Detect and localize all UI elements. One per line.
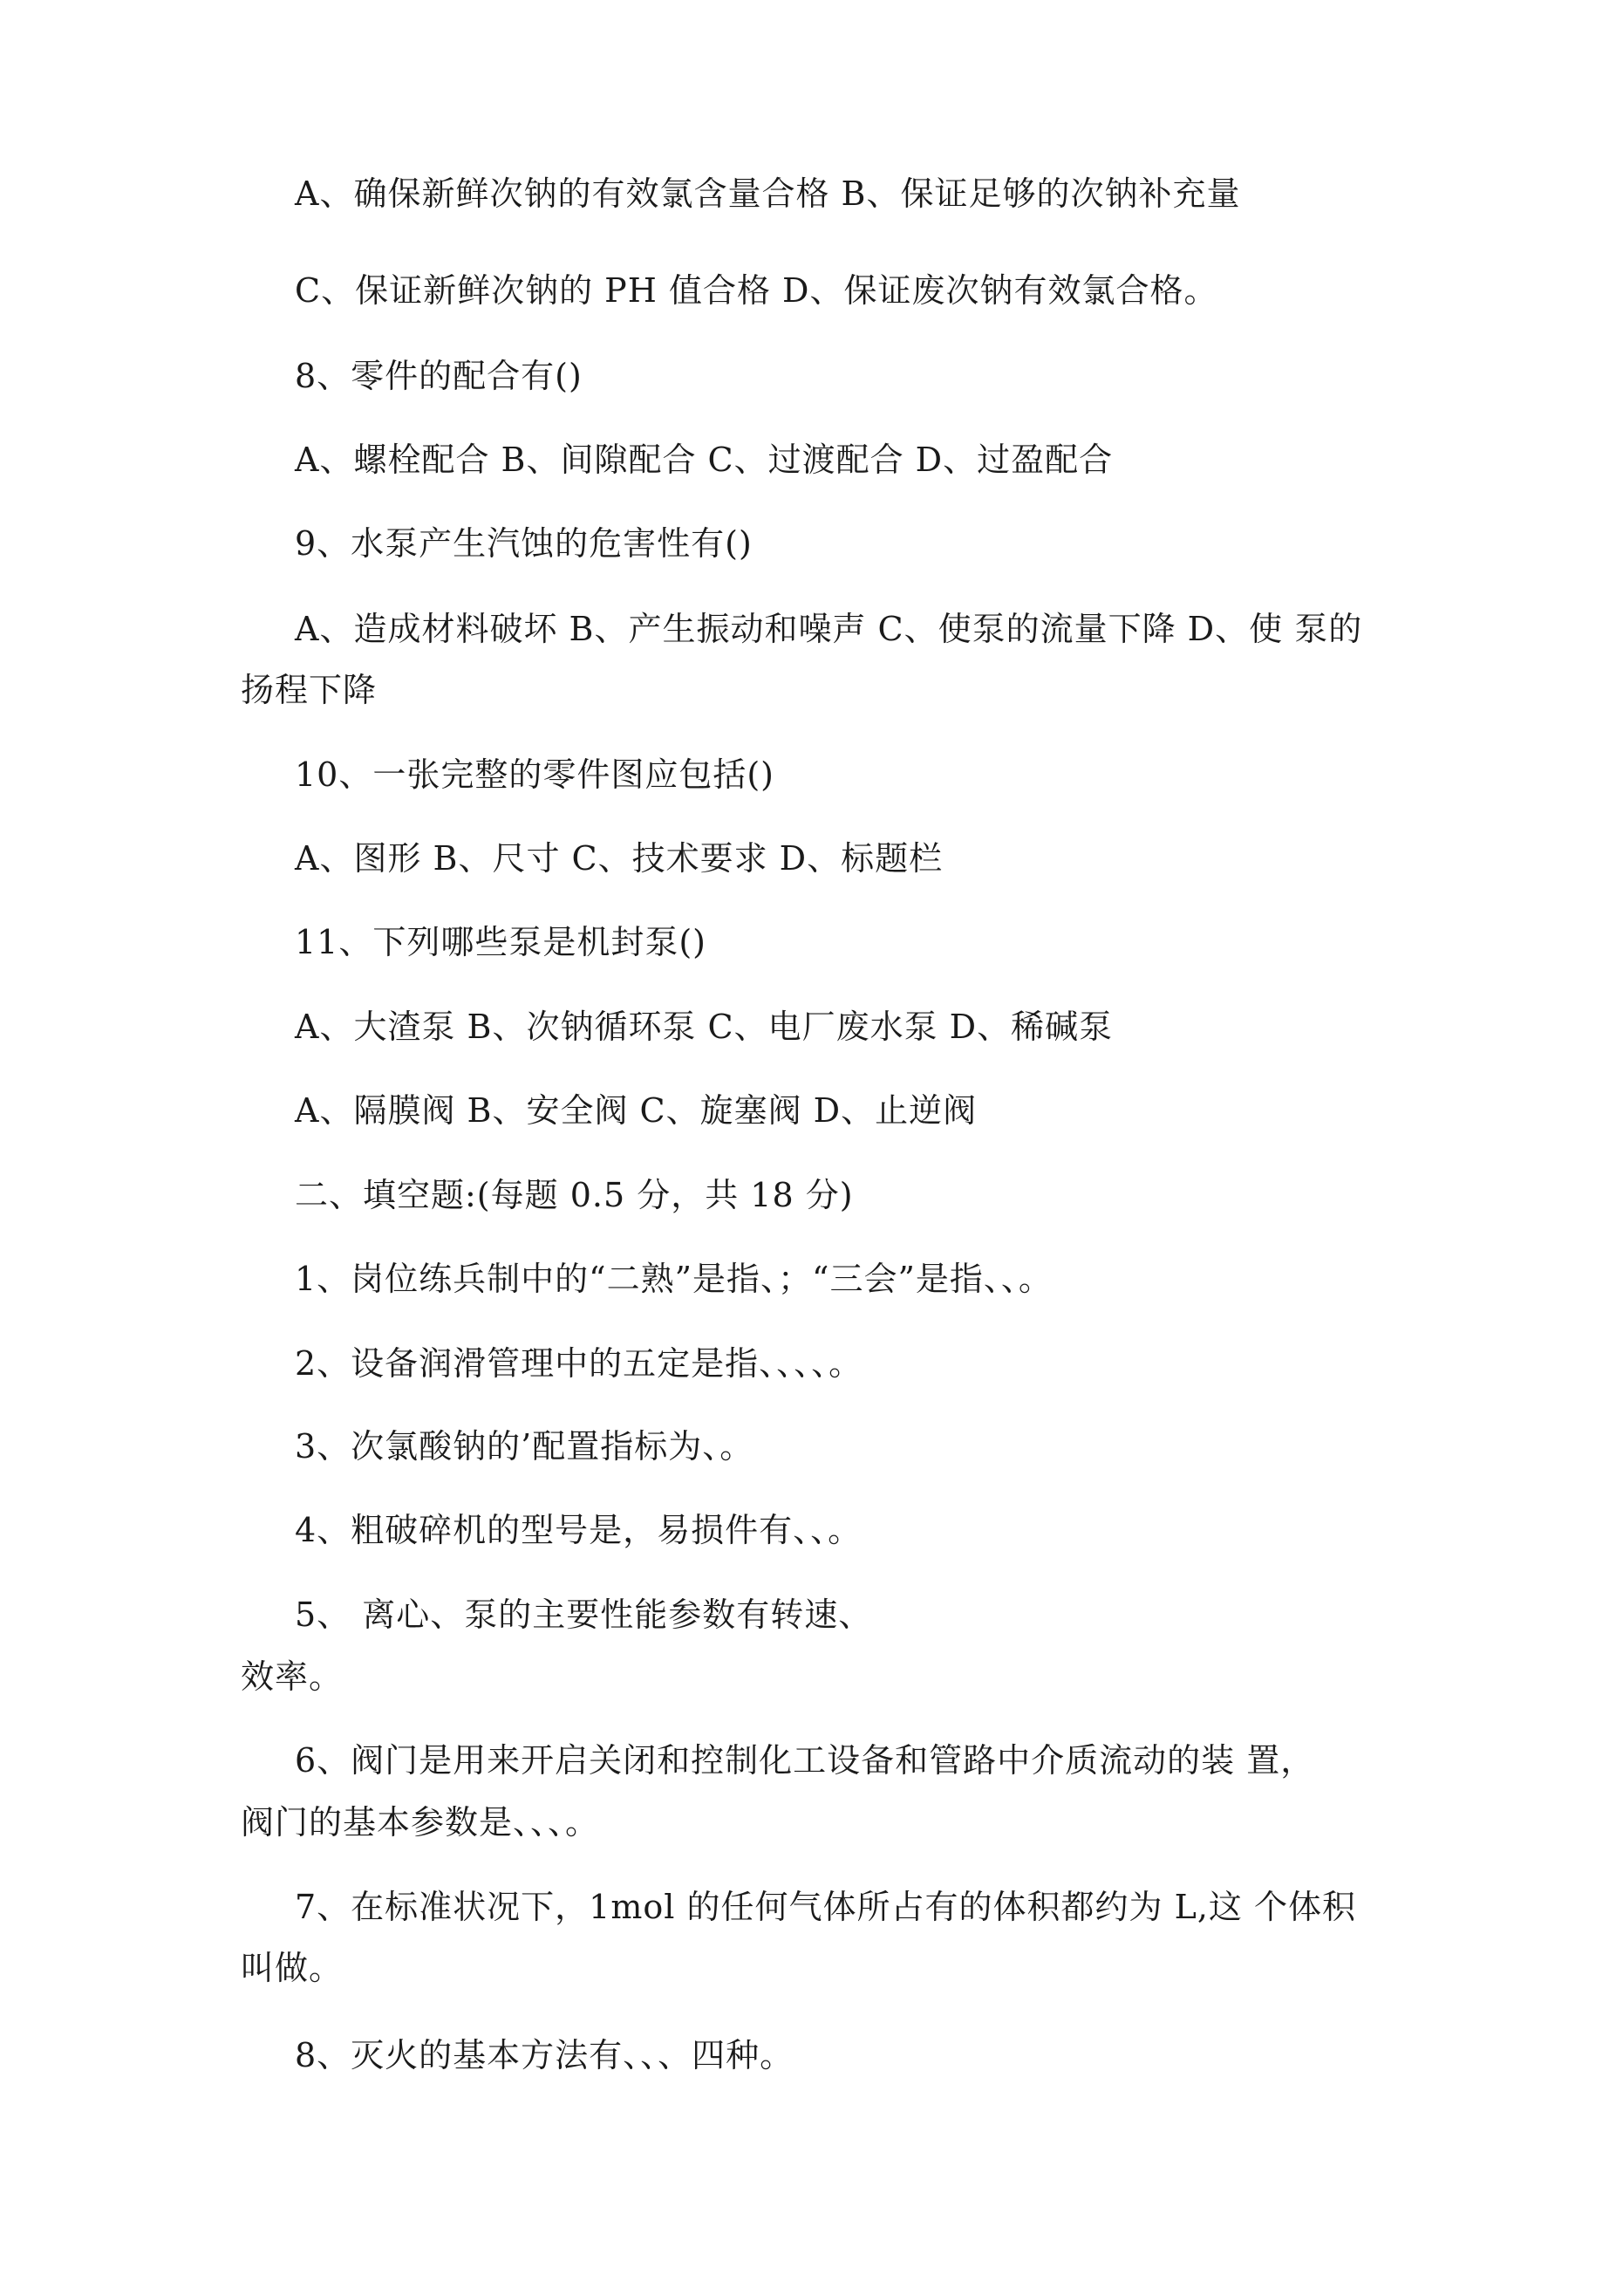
options-8: A、螺栓配合 B、间隙配合 C、过渡配合 D、过盈配合 <box>295 441 1114 479</box>
blank-question-6-cont: 阀门的基本参数是、、、。 <box>241 1803 600 1842</box>
blank-question-2: 2、设备润滑管理中的五定是指、、、、。 <box>295 1344 863 1383</box>
question-10: 10、一张完整的零件图应包括() <box>295 755 775 794</box>
blank-question-8: 8、灭火的基本方法有、、、四种。 <box>295 2036 794 2074</box>
question-11: 11、下列哪些泵是机封泵() <box>295 923 707 961</box>
blank-question-7: 7、在标准状况下，1mol 的任何气体所占有的体积都约为 L,这 个体积 <box>295 1888 1356 1926</box>
question-9: 9、水泵产生汽蚀的危害性有() <box>295 524 753 563</box>
option-line-7b: C、保证新鲜次钠的 PH 值合格 D、保证废次钠有效氯合格。 <box>295 271 1218 310</box>
options-12: A、隔膜阀 B、安全阀 C、旋塞阀 D、止逆阀 <box>295 1091 978 1130</box>
blank-question-4: 4、粗破碎机的型号是，易损件有、、。 <box>295 1511 863 1549</box>
options-9: A、造成材料破坏 B、产生振动和噪声 C、使泵的流量下降 D、使 泵的 <box>295 610 1363 648</box>
question-8: 8、零件的配合有() <box>295 357 583 395</box>
blank-question-3: 3、次氯酸钠的’配置指标为、。 <box>295 1427 754 1466</box>
section-heading-fill-blank: 二、填空题:(每题 0.5 分，共 18 分) <box>295 1176 854 1214</box>
blank-question-5-cont: 效率。 <box>241 1657 344 1696</box>
options-11: A、大渣泵 B、次钠循环泵 C、电厂废水泵 D、稀碱泵 <box>295 1008 1114 1046</box>
blank-question-1: 1、岗位练兵制中的“二熟”是指、；“三会”是指、、。 <box>295 1260 1053 1298</box>
options-10: A、图形 B、尺寸 C、技术要求 D、标题栏 <box>295 839 944 878</box>
options-9-cont: 扬程下降 <box>241 671 378 709</box>
blank-question-6: 6、阀门是用来开启关闭和控制化工设备和管路中介质流动的装 置， <box>295 1741 1315 1780</box>
option-line-7a: A、确保新鲜次钠的有效氯含量合格 B、保证足够的次钠补充量 <box>295 174 1241 213</box>
blank-question-5: 5、 离心、泵的主要性能参数有转速、 <box>295 1596 873 1634</box>
blank-question-7-cont: 叫做。 <box>241 1949 344 1987</box>
